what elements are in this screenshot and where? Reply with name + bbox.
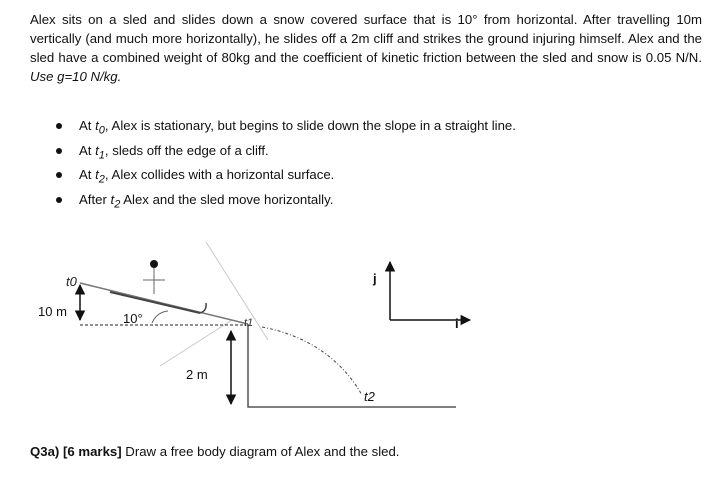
t2-label: t2 [364, 389, 375, 404]
trajectory-curve [262, 327, 362, 395]
slope-line [80, 283, 248, 324]
t1-label: t1 [244, 317, 254, 329]
cliff-height-label: 2 m [186, 367, 208, 382]
question-code: Q3a) [6 marks] [30, 444, 122, 459]
t0-label: t0 [66, 274, 77, 289]
j-axis-label: j [373, 271, 377, 286]
angle-label: 10° [123, 311, 143, 326]
height-label: 10 m [38, 304, 67, 319]
event-item-t1: At $t_1$, sleds off the edge of a cliff. [55, 141, 516, 166]
angle-arc [152, 311, 168, 323]
gravity-note: Use g=10 N/kg. [30, 69, 122, 84]
cliff-and-ground [248, 324, 456, 407]
question-text: Draw a free body diagram of Alex and the sled. [121, 444, 400, 459]
event-item-t0: At $t_0$, Alex is stationary, but begins to slide down the slope in a straight line. [55, 116, 516, 141]
normal-guide-line [160, 320, 232, 366]
i-axis-label: i [455, 316, 459, 331]
event-item-t2: At $t_2$, Alex collides with a horizontal surface. [55, 165, 516, 190]
alex-and-sled-figure [110, 260, 206, 313]
event-item-after-t2: After $t_2$ Alex and the sled move horizontally. [55, 190, 516, 215]
question-line [30, 444, 399, 459]
problem-intro-text: Alex sits on a sled and slides down a snow covered surface that is 10° from horizontal. After travelling 10m vertically (and much more horizontally), he slides off a 2m cliff and strikes the ground injuring himself. Alex and the sled have a combined weight of 80kg and the coefficient of kinetic friction between the sled and snow is 0.05 N/N. [30, 12, 702, 65]
